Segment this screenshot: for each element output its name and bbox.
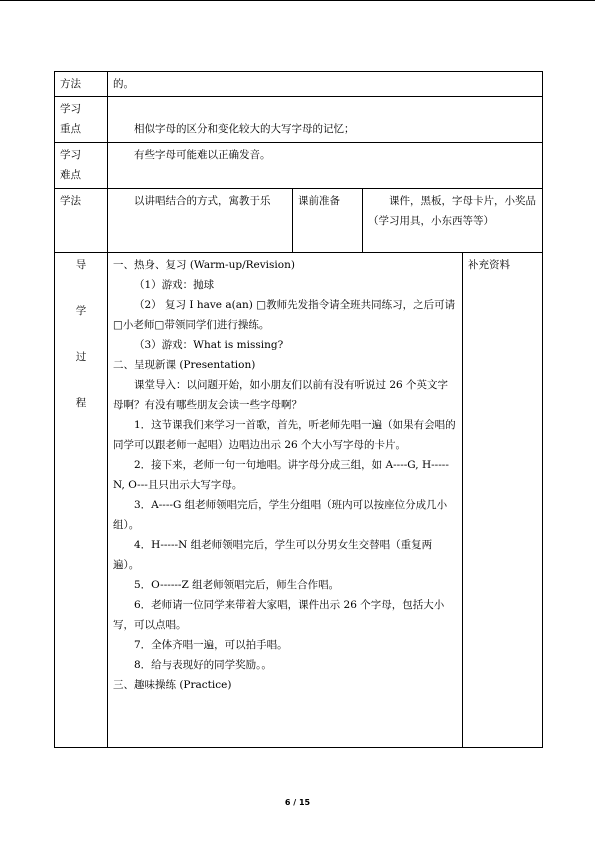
process-line: 一、热身、复习 (Warm-up/Revision): [113, 259, 295, 271]
prep-label: 课前准备: [293, 189, 363, 253]
process-line: 1．这节课我们来学习一首歌，首先，听老师先唱一遍（如果有会唱的同学可以跟老师一起唱）边唱边出示 26 个大小写字母的卡片。: [113, 419, 456, 451]
process-content: [108, 253, 463, 748]
process-line: （3）游戏：What is missing?: [134, 339, 284, 351]
process-line: （1）游戏：抛球: [134, 279, 215, 291]
key-point-text: 相似字母的区分和变化较大的大写字母的记忆；: [108, 97, 543, 143]
process-line: 8．给与表现好的同学奖励。。: [134, 659, 272, 671]
row-study-method: [55, 189, 543, 253]
process-line: 4．H-----N 组老师领唱完后，学生可以分男女生交替唱（重复两遍）。: [113, 539, 433, 571]
difficulty-label-line2: 难点: [60, 169, 81, 181]
method-label: 方法: [55, 72, 108, 97]
process-label-char-2: 学: [75, 305, 87, 317]
process-line: （2） 复习 I have a(an) □教师先发指令请全班共同练习，之后可请□小老师□带领同学们进行操练。: [113, 299, 456, 331]
row-method: [55, 72, 543, 97]
difficulty-label-line1: 学习: [60, 149, 81, 161]
key-point-label-line2: 重点: [60, 123, 81, 135]
page-number: 6 / 15: [284, 798, 311, 807]
process-line: 三、趣味操练 (Practice): [113, 679, 232, 691]
process-label-char-4: 程: [75, 397, 87, 409]
difficulty-text: 有些字母可能难以正确发音。: [108, 143, 543, 189]
process-line: 3．A----G 组老师领唱完后，学生分组唱（班内可以按座位分成几小组）。: [113, 499, 448, 531]
prep-text: 课件，黑板，字母卡片，小奖品（学习用具，小东西等等）: [363, 189, 543, 253]
process-line: 课堂导入：以问题开始，如小朋友们以前有没有听说过 26 个英文字母啊？有没有哪些朋友会读一些字母啊？: [113, 379, 449, 411]
process-line: 5．O------Z 组老师领唱完后，师生合作唱。: [134, 579, 340, 591]
row-process: [55, 253, 543, 748]
process-line: 6．老师请一位同学来带着大家唱，课件出示 26 个字母，包括大小写，可以点唱。: [113, 599, 445, 631]
row-difficulty: [55, 143, 543, 189]
study-method-text: 以讲唱结合的方式，寓教于乐: [108, 189, 293, 253]
study-method-label: 学法: [55, 189, 108, 253]
process-label-char-3: 过: [75, 351, 87, 363]
process-label-char-1: 导: [75, 259, 87, 271]
process-line: 二、呈现新课 (Presentation): [113, 359, 256, 371]
process-line: 7．全体齐唱一遍，可以拍手唱。: [134, 639, 288, 651]
process-line: 2．接下来，老师一句一句地唱。讲字母分成三组，如 A----G, H-----N, O---且只出示大写字母。: [113, 459, 449, 491]
lesson-plan-table: [54, 71, 543, 748]
supplement-label: 补充资料: [463, 253, 543, 748]
method-text: 的。: [108, 72, 543, 97]
key-point-label: [55, 97, 108, 143]
row-key-point: [55, 97, 543, 143]
process-label: [55, 253, 108, 748]
difficulty-label: [55, 143, 108, 189]
top-rule: [0, 0, 595, 1]
key-point-label-line1: 学习: [60, 103, 81, 115]
